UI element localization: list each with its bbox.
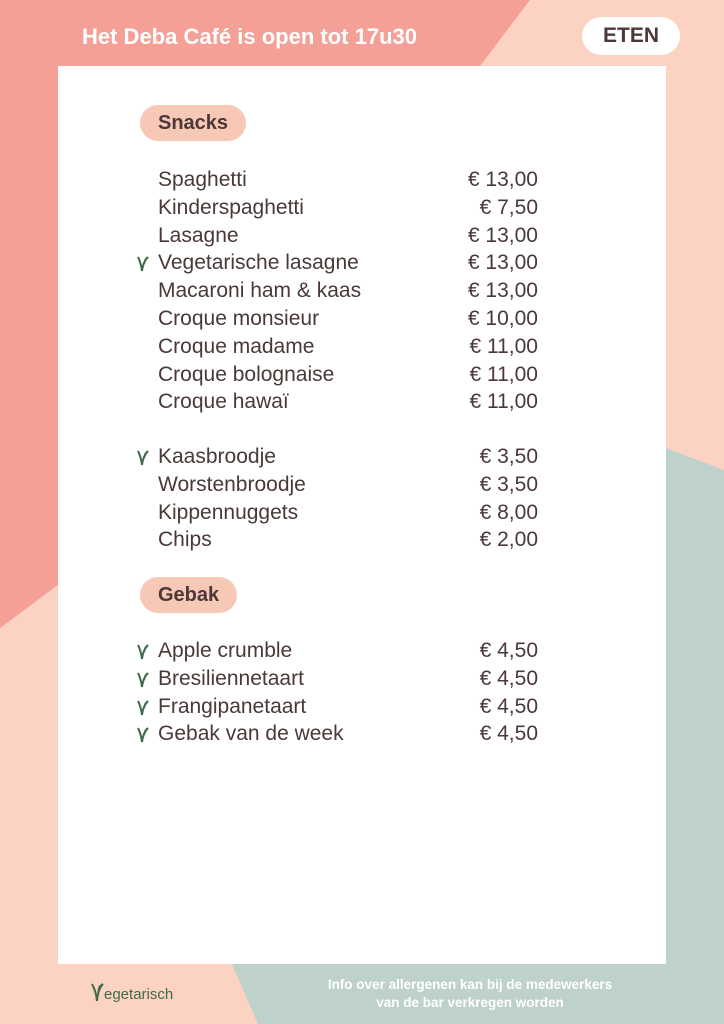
leaf-icon (90, 981, 104, 1003)
menu-item-name: Croque hawaï (158, 390, 289, 414)
bg-sage-shape-right (666, 448, 724, 1024)
menu-item-name: Frangipanetaart (158, 694, 307, 718)
menu-item-price: € 3,50 (479, 445, 538, 468)
vegetarian-leaf-icon (136, 671, 152, 689)
section-title-gebak: Gebak (140, 577, 237, 613)
menu-item-price: € 13,00 (467, 223, 538, 247)
menu-item-price: € 10,00 (467, 306, 538, 330)
menu-item-name: Chips (158, 528, 212, 552)
allergen-info (284, 976, 656, 1012)
menu-item-name: Vegetarische lasagne (158, 251, 359, 275)
menu-item-name: Kippennuggets (158, 500, 299, 524)
menu-item (58, 166, 666, 194)
vegetarian-leaf-icon (136, 643, 152, 661)
header-opening-hours: Het Deba Café is open tot 17u30 (82, 24, 417, 49)
menu-item (58, 499, 666, 527)
menu-item (58, 637, 666, 665)
menu-item-name: Croque madame (158, 334, 315, 358)
menu-item-price: € 4,50 (479, 666, 538, 690)
menu-item-name: Kaasbroodje (158, 445, 276, 468)
menu-item-name: Macaroni ham & kaas (158, 279, 362, 303)
menu-item (58, 471, 666, 499)
menu-item (58, 720, 666, 748)
menu-item-price: € 3,50 (479, 472, 538, 496)
menu-item-price: € 4,50 (479, 694, 538, 718)
menu-item-name: Gebak van de week (158, 722, 344, 746)
menu-item (58, 194, 666, 222)
menu-item (58, 388, 666, 416)
menu-item-price: € 4,50 (479, 639, 538, 662)
menu-item-price: € 11,00 (469, 362, 538, 386)
gebak-list (58, 637, 666, 748)
snacks-list (58, 166, 666, 416)
menu-item-name: Spaghetti (158, 168, 247, 191)
menu-item-price: € 7,50 (479, 195, 538, 219)
menu-card (58, 66, 666, 964)
menu-item-name: Apple crumble (158, 639, 293, 662)
menu-item-price: € 13,00 (467, 279, 538, 303)
vegetarian-leaf-icon (136, 699, 152, 717)
allergen-info-line1: Info over allergenen kan bij de medewerkers (327, 977, 613, 992)
menu-item (58, 443, 666, 471)
menu-item-price: € 13,00 (467, 168, 538, 191)
menu-item-price: € 11,00 (469, 334, 538, 358)
menu-item (58, 305, 666, 333)
menu-item-name: Croque monsieur (158, 306, 320, 330)
vegetarian-leaf-icon (136, 255, 152, 273)
menu-item-name: Worstenbroodje (158, 472, 306, 496)
vegetarian-legend (90, 980, 173, 1010)
menu-item-price: € 11,00 (469, 390, 538, 414)
vegetarian-legend-label: egetarisch (104, 986, 174, 1003)
menu-item (58, 526, 666, 554)
menu-item-price: € 13,00 (467, 251, 538, 275)
menu-item (58, 693, 666, 721)
menu-item-price: € 8,00 (479, 500, 538, 524)
category-badge-eten: ETEN (582, 17, 680, 55)
menu-item (58, 361, 666, 389)
menu-item (58, 333, 666, 361)
snacks-list-b (58, 443, 666, 554)
menu-item (58, 222, 666, 250)
menu-item-name: Bresiliennetaart (158, 666, 304, 690)
menu-item-price: € 4,50 (479, 722, 538, 746)
menu-item-name: Lasagne (158, 223, 239, 247)
menu-item-name: Croque bolognaise (158, 362, 335, 386)
menu-item-name: Kinderspaghetti (158, 195, 304, 219)
section-title-snacks: Snacks (140, 105, 246, 141)
menu-item-price: € 2,00 (479, 528, 538, 552)
menu-item (58, 277, 666, 305)
allergen-info-line2: van de bar verkregen worden (376, 995, 564, 1010)
menu-item (58, 665, 666, 693)
vegetarian-leaf-icon (136, 726, 152, 744)
menu-item (58, 249, 666, 277)
vegetarian-leaf-icon (136, 449, 152, 467)
